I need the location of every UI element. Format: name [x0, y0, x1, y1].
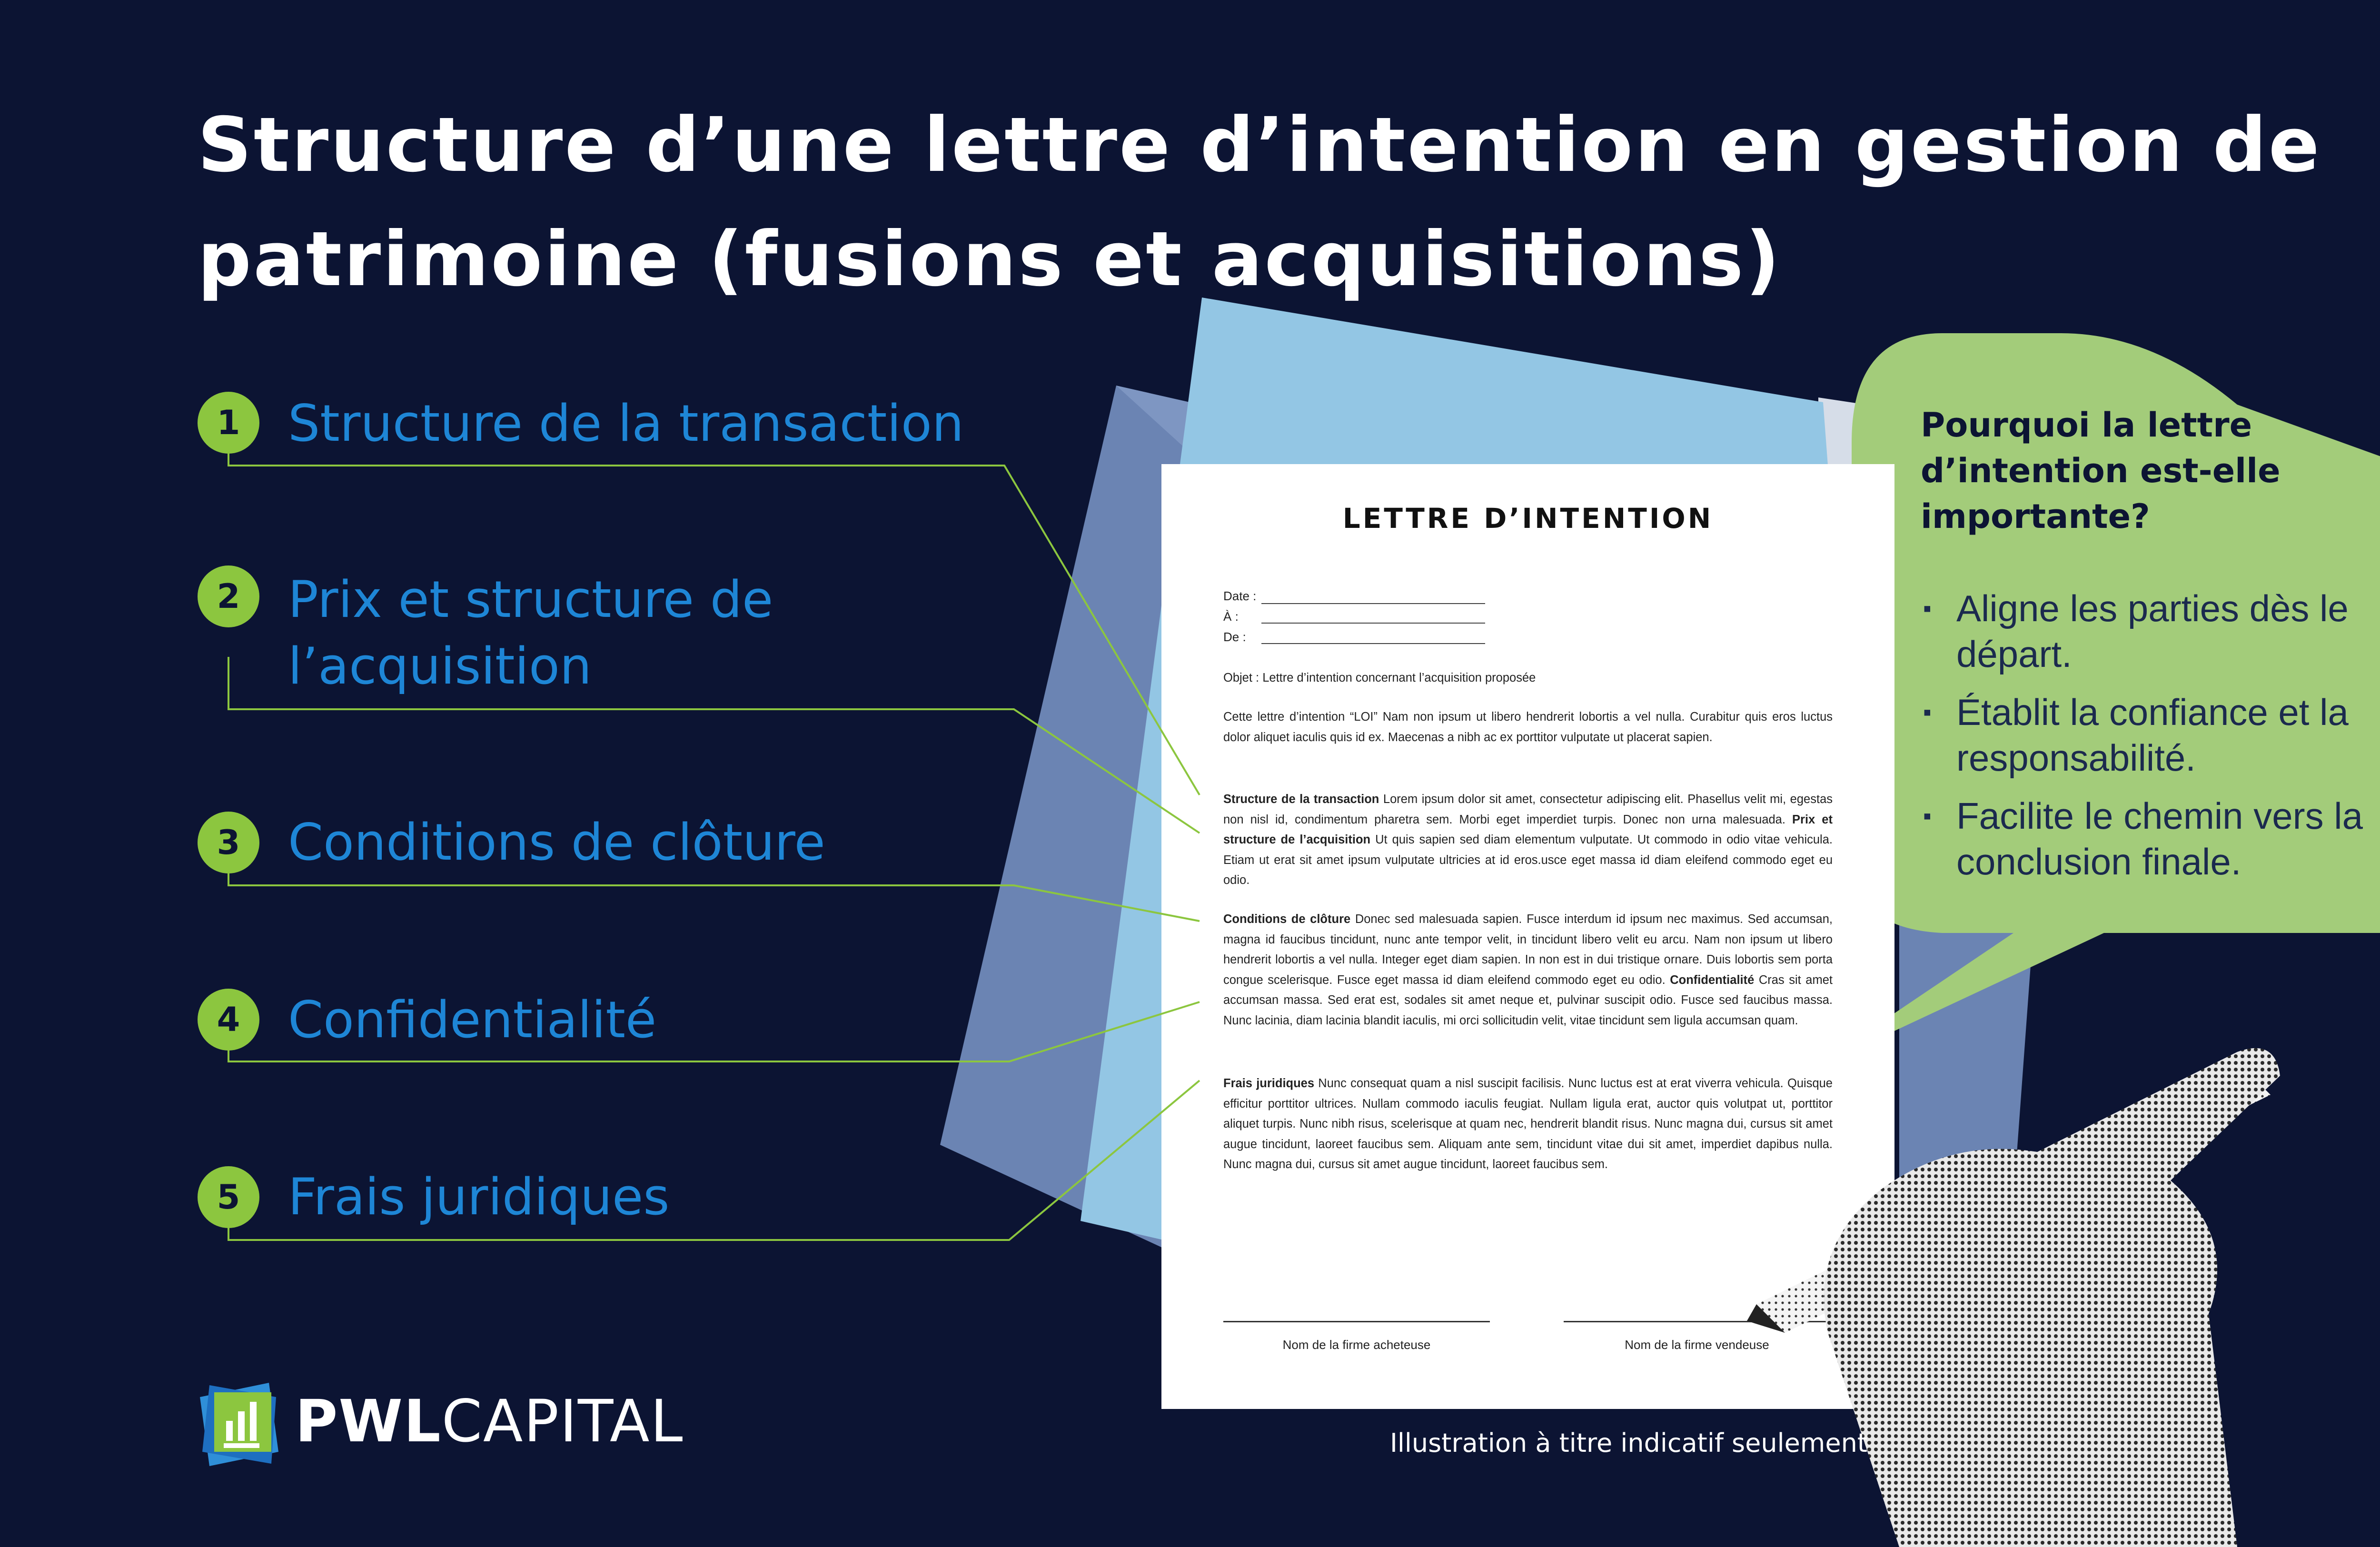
signature-label-buyer: Nom de la firme acheteuse [1282, 1338, 1431, 1352]
step-5-label: Frais juridiques [288, 1168, 670, 1226]
bubble-item-2-text: Établit la confiance et la responsabilité. [1956, 691, 2349, 779]
letter-heading: LETTRE D’INTENTION [1342, 502, 1714, 535]
letter-subject: Objet : Lettre d’intention concernant l’acquisition proposée [1223, 671, 1536, 684]
letter-s3-text: Donec sed malesuada sapien. Fusce interdum id ipsum nec maximus. Sed accumsan, magna id faucibus tincidunt, nunc ante tempor velit, in tincidunt libero velit eu arcu. Nam non ipsum ut libero hendrerit lobortis a vel nulla. Integer eget diam sapien. In non est in dui tristique ornare. Duis lobortis sem porta congue scelerisque. Fusce eget massa id diam eleifend commodo eget eu odio. [1223, 912, 1833, 987]
bullet-icon: ▪ [1923, 803, 1932, 829]
logo-bold: PWL [295, 1388, 442, 1455]
step-2-number: 2 [198, 565, 259, 627]
letter-date-label: Date : [1223, 589, 1257, 603]
bubble-title: Pourquoi la lettre d’intention est-elle importante? [1921, 406, 2281, 536]
step-1-number: 1 [198, 392, 259, 454]
step-4-number: 4 [198, 989, 259, 1051]
step-4-label: Confidentialité [288, 991, 657, 1049]
letter-s1-title: Structure de la transaction [1223, 793, 1379, 806]
letter-s5-text: Nunc consequat quam a nisl suscipit facilisis. Nunc luctus est at erat viverra vehicula. Quisque efficitur porttitor ultrices. Nullam commodo iaculis feugiat. Nullam ligula erat, auctor quis volutpat ut, porttitor aliquet turpis. Nunc nibh risus, scelerisque at quam nec, hendrerit blandit risus. Nunc magna dui, cursus sit amet augue tincidunt, laoreet faucibus sem. Aliquam ante sem, tincidunt vitae dui sit amet, imperdiet dapibus nulla. Nunc magna dui, cursus sit amet augue tincidunt, laoreet faucibus sem. [1223, 1077, 1833, 1171]
letter-to-label: À : [1223, 609, 1239, 624]
step-2-label-line1: Prix et structure de [288, 570, 774, 629]
pwl-capital-logo-text [295, 1388, 684, 1455]
letter-s5-title: Frais juridiques [1223, 1077, 1315, 1090]
letter-s4-text: Cras sit amet accumsan massa. Sed erat est, sodales sit amet neque et, pulvinar suscipit odio. Fusce sed faucibus massa. Nunc lacinia, diam lacinia blandit iaculis, mi orci sollicitudin velit, vitae tincidunt sem ligula accumsan quam. [1223, 973, 1833, 1027]
step-3-label: Conditions de clôture [288, 813, 825, 872]
step-3-number: 3 [198, 812, 259, 873]
letter-s4-title: Confidentialité [1670, 973, 1755, 987]
signature-label-seller: Nom de la firme vendeuse [1625, 1338, 1769, 1352]
page-title: Structure d’une lettre d’intention en gestion de patrimoine (fusions et acquisitions) [198, 101, 2321, 303]
step-1-label: Structure de la transaction [288, 394, 964, 453]
bubble-item-3-text: Facilite le chemin vers la conclusion finale. [1956, 795, 2363, 883]
illustration-caption: Illustration à titre indicatif seulement [1390, 1428, 1868, 1458]
letter-s3-title: Conditions de clôture [1223, 912, 1351, 926]
letter-s2-text: Ut quis sapien sed diam elementum vulputate. Ut commodo in odio vitae vehicula. Etiam ut erat sit amet ipsum vulputate ultricies at id eros.usce eget massa id diam eleifend commodo eget eu odio. [1223, 833, 1833, 887]
step-5-number: 5 [198, 1166, 259, 1228]
letter-s2-title: Prix et structure de l’acquisition [1223, 813, 1833, 846]
letter-intro: Cette lettre d’intention “LOI” Nam non ipsum ut libero hendrerit lobortis a vel nulla. Curabitur quis eros luctus dolor aliquet iaculis quis id ex. Maecenas a nibh ac ex porttitor vulputate ut placerat sapien. [1223, 710, 1833, 744]
bullet-icon: ▪ [1923, 699, 1932, 725]
bubble-item-1-text: Aligne les parties dès le départ. [1956, 587, 2349, 675]
logo-regular: CAPITAL [441, 1388, 684, 1455]
letter-from-label: De : [1223, 630, 1246, 644]
bullet-icon: ▪ [1923, 595, 1932, 622]
letter-s1-text: Lorem ipsum dolor sit amet, consectetur adipiscing elit. Phasellus velit mi, egestas non nisl id, condimentum pharetra sem. Morbi eget imperdiet turpis. Donec non urna malesuada. [1223, 793, 1833, 826]
step-2-label-line2: l’acquisition [288, 637, 592, 695]
